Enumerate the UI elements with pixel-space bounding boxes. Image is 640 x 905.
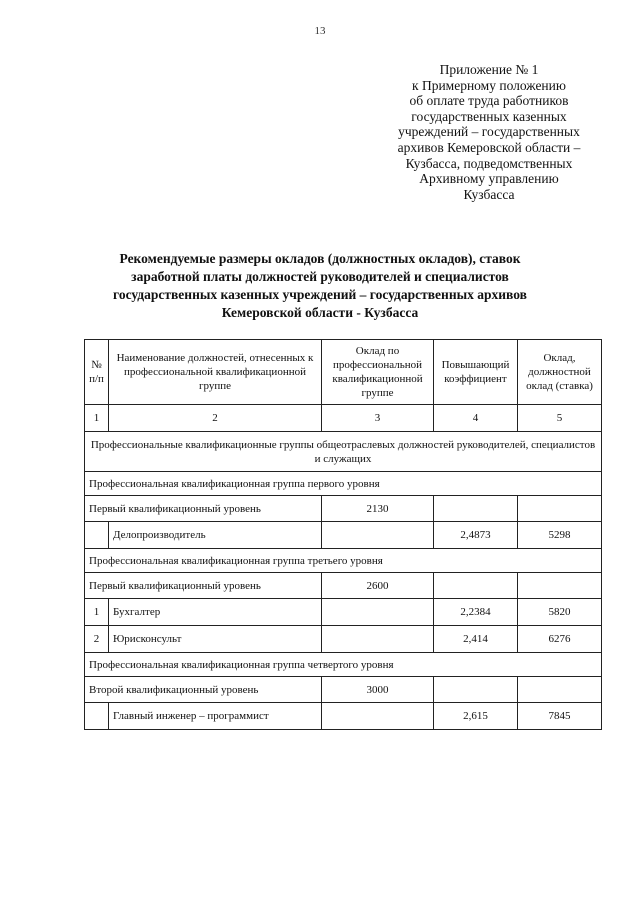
level-name: Второй квалификационный уровень	[85, 677, 322, 703]
appendix-line: Приложение № 1	[439, 62, 539, 77]
table-row	[85, 703, 602, 730]
empty-cell	[518, 496, 602, 522]
appendix-line: учреждений – государственных	[398, 124, 580, 140]
section-row	[85, 432, 602, 472]
level-salary: 3000	[322, 677, 434, 703]
column-numbers-row	[85, 405, 602, 432]
title-line: заработной платы должностей руководителей и специалистов	[131, 269, 509, 284]
table-row	[85, 522, 602, 549]
column-number: 3	[322, 405, 434, 432]
group-title: Профессиональная квалификационная группа четвертого уровня	[85, 653, 602, 677]
group-row	[85, 472, 602, 496]
table-row	[85, 626, 602, 653]
group-row	[85, 549, 602, 573]
column-number: 4	[434, 405, 518, 432]
column-number: 2	[109, 405, 322, 432]
level-salary: 2130	[322, 496, 434, 522]
empty-cell	[518, 677, 602, 703]
empty-cell	[322, 703, 434, 730]
header-salary: Оклад, должностной оклад (ставка)	[518, 340, 602, 405]
column-number: 1	[85, 405, 109, 432]
position-name: Юрисконсульт	[109, 626, 322, 653]
header-number: № п/п	[85, 340, 109, 405]
salary: 7845	[518, 703, 602, 730]
empty-cell	[322, 522, 434, 549]
salary: 6276	[518, 626, 602, 653]
title-line: Рекомендуемые размеры окладов (должностных окладов), ставок	[119, 251, 521, 266]
table-row	[85, 599, 602, 626]
salary: 5820	[518, 599, 602, 626]
position-name: Бухгалтер	[109, 599, 322, 626]
appendix-line: Кузбасса, подведомственных	[405, 155, 573, 171]
coefficient: 2,615	[434, 703, 518, 730]
title-line: государственных казенных учреждений – государственных архивов	[113, 287, 527, 302]
position-name: Делопроизводитель	[109, 522, 322, 549]
column-number: 5	[518, 405, 602, 432]
appendix-line: об оплате труда работников	[409, 93, 569, 109]
level-name: Первый квалификационный уровень	[85, 496, 322, 522]
position-name: Главный инженер – программист	[109, 703, 322, 730]
row-number	[85, 703, 109, 730]
table-header-row	[85, 340, 602, 405]
page-number: 13	[314, 25, 326, 37]
group-title: Профессиональная квалификационная группа третьего уровня	[85, 549, 602, 573]
empty-cell	[434, 573, 518, 599]
appendix-line: государственных казенных	[411, 108, 567, 124]
level-name: Первый квалификационный уровень	[85, 573, 322, 599]
section-title: Профессиональные квалификационные группы общеотраслевых должностей руководителей, специалистов и служащих	[85, 432, 602, 472]
empty-cell	[322, 599, 434, 626]
level-row	[85, 573, 602, 599]
level-row	[85, 677, 602, 703]
salary: 5298	[518, 522, 602, 549]
row-number	[85, 522, 109, 549]
salary-table	[84, 339, 602, 730]
header-coefficient: Повышающий коэффициент	[434, 340, 518, 405]
empty-cell	[518, 573, 602, 599]
coefficient: 2,2384	[434, 599, 518, 626]
header-base-salary: Оклад по профессиональной квалификационной группе	[322, 340, 434, 405]
title-line: Кемеровской области - Кузбасса	[221, 305, 419, 320]
document-title	[60, 250, 580, 322]
row-number: 2	[85, 626, 109, 653]
appendix-line: архивов Кемеровской области –	[397, 139, 581, 155]
appendix-line: к Примерному положению	[412, 77, 566, 93]
header-position-name: Наименование должностей, отнесенных к профессиональной квалификационной группе	[109, 340, 322, 405]
group-title: Профессиональная квалификационная группа первого уровня	[85, 472, 602, 496]
appendix-note	[360, 62, 618, 202]
group-row	[85, 653, 602, 677]
empty-cell	[434, 496, 518, 522]
empty-cell	[434, 677, 518, 703]
appendix-line: Кузбасса	[463, 186, 515, 202]
coefficient: 2,4873	[434, 522, 518, 549]
row-number: 1	[85, 599, 109, 626]
empty-cell	[322, 626, 434, 653]
level-salary: 2600	[322, 573, 434, 599]
level-row	[85, 496, 602, 522]
coefficient: 2,414	[434, 626, 518, 653]
appendix-line: Архивному управлению	[419, 171, 559, 187]
